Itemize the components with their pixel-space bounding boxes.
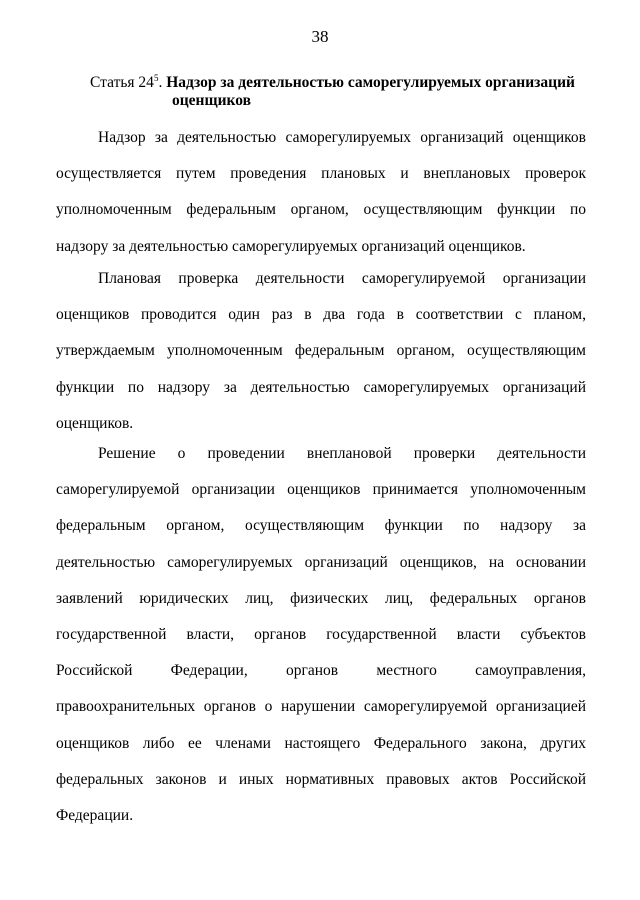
- paragraph-line: осуществляется путем проведения плановых и внеплановых проверок: [56, 165, 586, 183]
- paragraph-line: Федерации.: [56, 807, 134, 825]
- article-title-line-2: оценщиков: [172, 92, 251, 109]
- article-label-prefix: Статья 24: [90, 74, 154, 91]
- paragraph-line: Российской Федерации, органов местного самоуправления,: [56, 662, 586, 680]
- article-label-superscript: 5: [153, 72, 159, 83]
- paragraph-line: правоохранительных органов о нарушении саморегулируемой организацией: [56, 698, 586, 716]
- paragraph-line: надзору за деятельностью саморегулируемых организаций оценщиков.: [56, 237, 526, 255]
- paragraph-line: оценщиков проводится один раз в два года в соответствии с планом,: [56, 306, 586, 324]
- paragraph-line: оценщиков.: [56, 414, 134, 432]
- article-label: [90, 74, 162, 91]
- paragraph-line: государственной власти, органов государственной власти субъектов: [56, 626, 586, 644]
- article-label-suffix: .: [158, 74, 163, 91]
- page-number: 38: [311, 27, 329, 46]
- paragraph-line: Плановая проверка деятельности саморегулируемой организации: [98, 270, 586, 287]
- paragraph-line: федеральным органом, осуществляющим функции по надзору за: [56, 517, 586, 535]
- paragraph-line: уполномоченным федеральным органом, осуществляющим функции по: [56, 201, 586, 219]
- paragraph-line: федеральных законов и иных нормативных правовых актов Российской: [56, 770, 586, 788]
- paragraph-line: оценщиков либо ее членами настоящего Федерального закона, других: [56, 734, 586, 752]
- paragraph-line: заявлений юридических лиц, физических лиц, федеральных органов: [56, 589, 586, 607]
- article-heading: [90, 74, 590, 110]
- paragraph-line: деятельностью саморегулируемых организаций оценщиков, на основании: [56, 553, 586, 571]
- paragraph-line: Надзор за деятельностью саморегулируемых организаций оценщиков: [98, 129, 586, 146]
- paragraph-1: [56, 120, 586, 265]
- paragraph-line: утверждаемым уполномоченным федеральным органом, осуществляющим: [56, 342, 586, 360]
- article-title-line-1: Надзор за деятельностью саморегулируемых организаций: [166, 74, 575, 91]
- paragraph-line: саморегулируемой организации оценщиков принимается уполномоченным: [56, 481, 586, 499]
- paragraph-3: [56, 436, 586, 834]
- paragraph-line: Решение о проведении внеплановой проверки деятельности: [98, 445, 586, 462]
- paragraph-2: [56, 261, 586, 442]
- paragraph-line: функции по надзору за деятельностью саморегулируемых организаций: [56, 378, 586, 396]
